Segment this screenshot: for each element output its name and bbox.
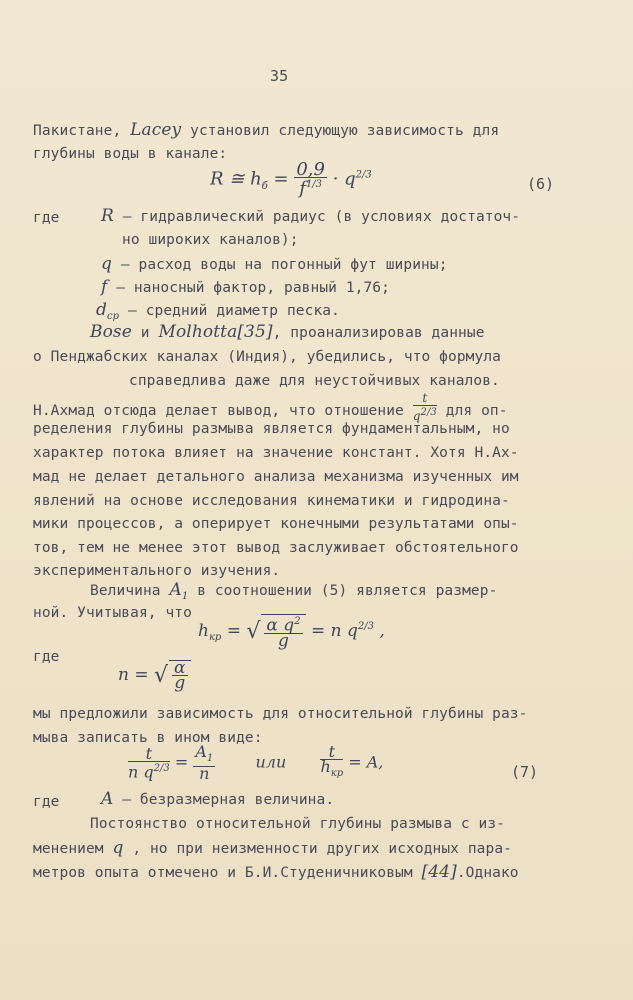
text-line-1: Пакистане, Lacey установил следующую зависимость для bbox=[33, 120, 500, 140]
author-lacey: Lacey bbox=[130, 120, 182, 140]
text-line-10: справедлива даже для неустойчивых каналов. bbox=[129, 373, 500, 389]
reference-44: [44] bbox=[421, 862, 457, 882]
text-line-23: мыва записать в ином виде: bbox=[33, 730, 263, 746]
text-line-15: явлений на основе исследования кинематики и гидродина- bbox=[33, 493, 510, 509]
text-line-27: метров опыта отмечено и Б.И.Студеничниковым [44].Однако bbox=[33, 862, 519, 882]
def-f: f – наносный фактор, равный 1,76; bbox=[101, 277, 390, 297]
author-bose: Bose bbox=[90, 322, 132, 342]
def-d: $d_{ср}$ – средний диаметр песка. bbox=[96, 300, 340, 322]
text-line-17: тов, тем не менее этот вывод заслуживает обстоятельного bbox=[33, 540, 519, 556]
def-R: R – гидравлический радиус (в условиях достаточ- bbox=[101, 206, 521, 226]
text-line-14: мад не делает детального анализа механизма изученных им bbox=[33, 469, 519, 485]
text-line-19: Величина $A_1$ в соотношении (5) является размер- bbox=[90, 580, 498, 602]
equation-6: R ≅ $h_б$ = $\frac{0,9}{f^{1/3}}$ · $q^{2/3}$ bbox=[210, 159, 372, 199]
equation-7-number: (7) bbox=[511, 763, 539, 781]
equation-7: $\frac{t}{n q^{2/3}}$ = $\frac{A_1}{n}$ или $\frac{t}{h_{кр}}$ = A, bbox=[128, 742, 384, 784]
text-line-13: характер потока влияет на значение констант. Хотя Н.Ах- bbox=[33, 445, 519, 461]
text-line-20: ной. Учитывая, что bbox=[33, 605, 192, 621]
text-line-2: глубины воды в канале: bbox=[33, 146, 228, 162]
text-line-26: менением q , но при неизменности других исходных пара- bbox=[33, 838, 512, 858]
equation-n: n = √ $\frac{\alpha}{g}$ bbox=[118, 660, 191, 690]
text-line-9: о Пенджабских каналах (Индия), убедились, что формула bbox=[33, 349, 501, 365]
text-line-12: ределения глубины размыва является фундаментальным, но bbox=[33, 421, 510, 437]
text-line-11: Н.Ахмад отсюда делает вывод, что отношение $\frac{t}{q^{2/3}}$ для оп- bbox=[33, 391, 508, 423]
page-number: 35 bbox=[270, 67, 289, 85]
reference-35: [35] bbox=[237, 322, 273, 342]
ratio-t-over-q: $\frac{t}{q^{2/3}}$ bbox=[412, 391, 437, 423]
text-line-25: Постоянство относительной глубины размыва с из- bbox=[90, 816, 505, 832]
text-line-16: мики процессов, а оперирует конечными результатами опы- bbox=[33, 516, 519, 532]
where-label-3: где bbox=[33, 794, 60, 810]
where-label-2: где bbox=[33, 649, 60, 665]
text-line-4: но широких каналов); bbox=[122, 232, 299, 248]
text-line-8: Bose и Molhotta[35], проанализировав данные bbox=[90, 322, 485, 342]
def-q: q – расход воды на погонный фут ширины; bbox=[101, 254, 448, 274]
text-line-22: мы предложили зависимость для относительной глубины раз- bbox=[33, 706, 528, 722]
text-line-18: экспериментального изучения. bbox=[33, 563, 281, 579]
where-label-1: где bbox=[33, 210, 60, 226]
equation-hkr: $h_{кр}$ = √ $\frac{\alpha q^2}{g}$ = n $q^{2/3}$ , bbox=[198, 615, 385, 651]
author-malhotra: Molhotta bbox=[158, 322, 238, 342]
def-A: A – безразмерная величина. bbox=[101, 789, 335, 809]
equation-6-number: (6) bbox=[527, 175, 555, 193]
